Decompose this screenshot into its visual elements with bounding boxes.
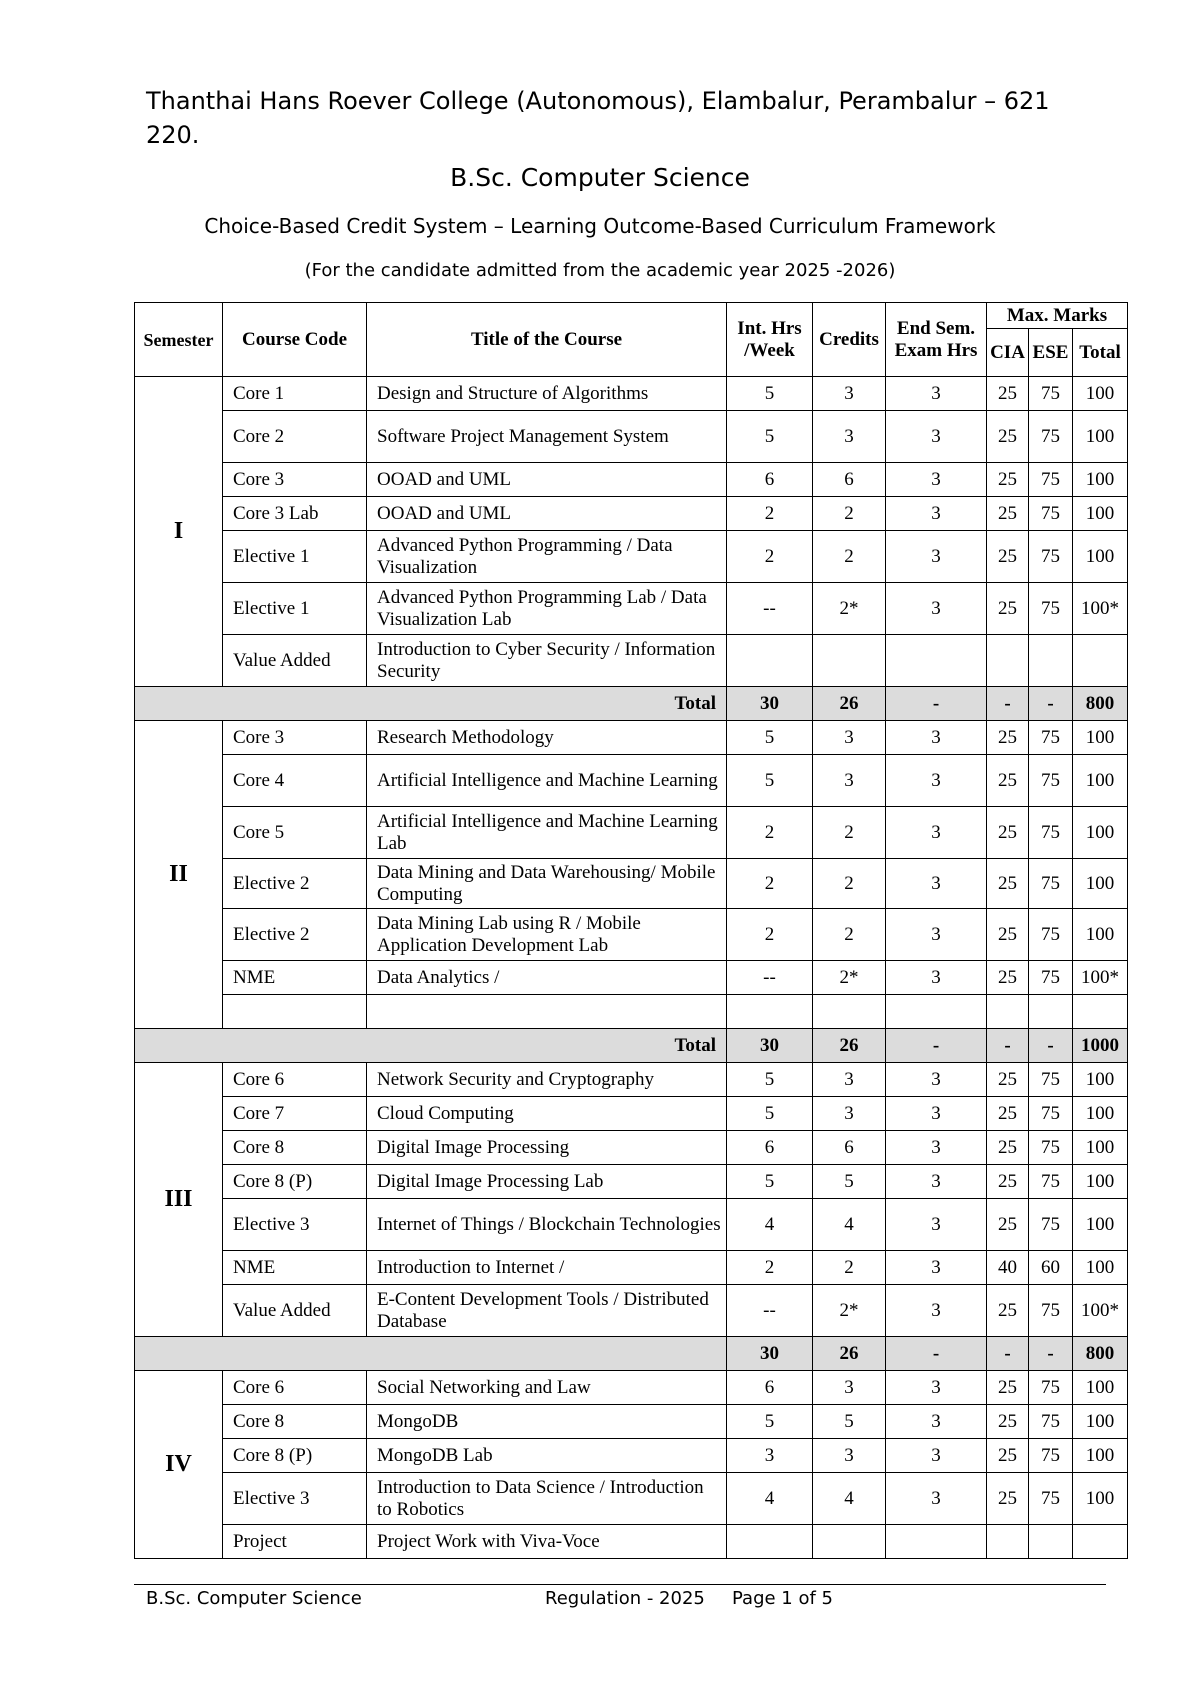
table-row — [135, 1165, 1128, 1199]
total-row — [135, 687, 1128, 721]
course-ese: 75 — [1029, 1285, 1073, 1337]
course-ese: 75 — [1029, 1473, 1073, 1525]
course-cia: 25 — [987, 859, 1029, 909]
course-code: Elective 2 — [223, 859, 367, 909]
course-hrs: 5 — [727, 1063, 813, 1097]
course-hrs: 2 — [727, 859, 813, 909]
course-ese: 75 — [1029, 463, 1073, 497]
course-cia: 25 — [987, 961, 1029, 995]
course-total: 100* — [1073, 961, 1128, 995]
admission-note: (For the candidate admitted from the academic year 2025 -2026) — [304, 260, 896, 281]
course-total: 100 — [1073, 1439, 1128, 1473]
header-max-marks: Max. Marks — [987, 303, 1128, 329]
table-row — [135, 411, 1128, 463]
course-exam: 3 — [886, 377, 987, 411]
total-label — [135, 1337, 727, 1371]
course-credits: 4 — [813, 1473, 886, 1525]
course-cia: 25 — [987, 1371, 1029, 1405]
course-credits: 4 — [813, 1199, 886, 1251]
course-title: MongoDB Lab — [367, 1439, 727, 1473]
course-title: Data Analytics / — [367, 961, 727, 995]
table-row — [135, 1131, 1128, 1165]
course-title: Artificial Intelligence and Machine Learning Lab — [367, 807, 727, 859]
course-code: Core 8 (P) — [223, 1439, 367, 1473]
course-code: NME — [223, 1251, 367, 1285]
course-cia: 25 — [987, 411, 1029, 463]
course-code: Elective 3 — [223, 1199, 367, 1251]
course-cia: 25 — [987, 497, 1029, 531]
course-hrs: 4 — [727, 1199, 813, 1251]
course-total: 100 — [1073, 909, 1128, 961]
course-cia: 40 — [987, 1251, 1029, 1285]
course-cia: 25 — [987, 1405, 1029, 1439]
course-code: Core 3 Lab — [223, 497, 367, 531]
course-code: Core 6 — [223, 1063, 367, 1097]
total-exam: - — [886, 1337, 987, 1371]
table-row — [135, 995, 1128, 1029]
table-row — [135, 755, 1128, 807]
table-row — [135, 1063, 1128, 1097]
course-total: 100* — [1073, 1285, 1128, 1337]
course-credits: 2 — [813, 807, 886, 859]
header-course-code: Course Code — [223, 303, 367, 377]
course-code: Core 5 — [223, 807, 367, 859]
course-ese: 75 — [1029, 755, 1073, 807]
course-hrs — [727, 635, 813, 687]
course-cia: 25 — [987, 1063, 1029, 1097]
footer-divider — [134, 1584, 1106, 1585]
course-ese: 75 — [1029, 909, 1073, 961]
course-code: Core 6 — [223, 1371, 367, 1405]
course-hrs: 2 — [727, 1251, 813, 1285]
course-cia: 25 — [987, 909, 1029, 961]
course-ese — [1029, 995, 1073, 1029]
course-exam: 3 — [886, 909, 987, 961]
course-cia: 25 — [987, 1131, 1029, 1165]
course-exam: 3 — [886, 721, 987, 755]
total-exam: - — [886, 687, 987, 721]
course-total: 100 — [1073, 721, 1128, 755]
course-ese: 75 — [1029, 411, 1073, 463]
header-hours: Int. Hrs /Week — [727, 303, 813, 377]
table-row — [135, 463, 1128, 497]
course-exam: 3 — [886, 859, 987, 909]
table-row — [135, 1405, 1128, 1439]
course-credits: 2 — [813, 531, 886, 583]
course-exam: 3 — [886, 531, 987, 583]
course-exam: 3 — [886, 1199, 987, 1251]
table-row — [135, 807, 1128, 859]
course-cia: 25 — [987, 755, 1029, 807]
course-hrs: -- — [727, 1285, 813, 1337]
course-title: Advanced Python Programming / Data Visualization — [367, 531, 727, 583]
course-exam: 3 — [886, 807, 987, 859]
course-title: Internet of Things / Blockchain Technologies — [367, 1199, 727, 1251]
course-title: Introduction to Internet / — [367, 1251, 727, 1285]
course-title: Project Work with Viva-Voce — [367, 1525, 727, 1559]
course-title: Social Networking and Law — [367, 1371, 727, 1405]
course-code: Elective 2 — [223, 909, 367, 961]
course-cia: 25 — [987, 583, 1029, 635]
course-hrs: 2 — [727, 807, 813, 859]
table-row — [135, 1473, 1128, 1525]
header-course-title: Title of the Course — [367, 303, 727, 377]
total-credits: 26 — [813, 1029, 886, 1063]
course-code: Core 8 — [223, 1405, 367, 1439]
course-code — [223, 995, 367, 1029]
course-total: 100 — [1073, 1405, 1128, 1439]
table-row — [135, 1439, 1128, 1473]
footer-page-number: Page 1 of 5 — [732, 1588, 833, 1609]
header-cia: CIA — [987, 329, 1029, 377]
course-hrs: 5 — [727, 1405, 813, 1439]
course-title: MongoDB — [367, 1405, 727, 1439]
course-code: Project — [223, 1525, 367, 1559]
course-hrs: 6 — [727, 1371, 813, 1405]
course-total: 100 — [1073, 497, 1128, 531]
course-ese: 75 — [1029, 1199, 1073, 1251]
course-ese: 75 — [1029, 583, 1073, 635]
total-hrs: 30 — [727, 1029, 813, 1063]
course-total: 100 — [1073, 1251, 1128, 1285]
semester-label: IV — [135, 1371, 223, 1559]
course-cia: 25 — [987, 1199, 1029, 1251]
course-credits: 3 — [813, 1097, 886, 1131]
course-total: 100 — [1073, 531, 1128, 583]
course-total: 100 — [1073, 1371, 1128, 1405]
table-row — [135, 1097, 1128, 1131]
total-credits: 26 — [813, 1337, 886, 1371]
course-exam: 3 — [886, 463, 987, 497]
course-title: OOAD and UML — [367, 463, 727, 497]
course-hrs — [727, 995, 813, 1029]
course-ese: 75 — [1029, 531, 1073, 583]
table-row — [135, 1371, 1128, 1405]
course-ese: 75 — [1029, 1371, 1073, 1405]
course-ese: 75 — [1029, 377, 1073, 411]
course-credits: 3 — [813, 411, 886, 463]
table-row — [135, 1285, 1128, 1337]
total-cia: - — [987, 1337, 1029, 1371]
table-row — [135, 909, 1128, 961]
total-row — [135, 1337, 1128, 1371]
course-exam: 3 — [886, 755, 987, 807]
course-total: 100 — [1073, 377, 1128, 411]
total-hrs: 30 — [727, 687, 813, 721]
course-code: Core 2 — [223, 411, 367, 463]
course-total — [1073, 635, 1128, 687]
course-ese — [1029, 635, 1073, 687]
course-exam: 3 — [886, 1097, 987, 1131]
course-total: 100 — [1073, 1063, 1128, 1097]
course-total — [1073, 1525, 1128, 1559]
course-hrs: 2 — [727, 531, 813, 583]
course-title: OOAD and UML — [367, 497, 727, 531]
course-hrs: 5 — [727, 411, 813, 463]
course-total: 100 — [1073, 807, 1128, 859]
college-name: Thanthai Hans Roever College (Autonomous), Elambalur, Perambalur – 621 220. — [146, 87, 1050, 149]
course-credits: 3 — [813, 755, 886, 807]
course-exam — [886, 635, 987, 687]
course-credits: 2* — [813, 961, 886, 995]
course-total: 100 — [1073, 755, 1128, 807]
course-title: Digital Image Processing Lab — [367, 1165, 727, 1199]
total-ese: - — [1029, 1337, 1073, 1371]
total-cia: - — [987, 1029, 1029, 1063]
course-ese: 75 — [1029, 961, 1073, 995]
course-title: Introduction to Cyber Security / Information Security — [367, 635, 727, 687]
course-total: 100 — [1073, 1131, 1128, 1165]
course-hrs: 6 — [727, 1131, 813, 1165]
course-hrs — [727, 1525, 813, 1559]
course-hrs: -- — [727, 583, 813, 635]
table-row — [135, 1199, 1128, 1251]
course-title: Network Security and Cryptography — [367, 1063, 727, 1097]
course-credits: 6 — [813, 1131, 886, 1165]
course-total: 100 — [1073, 1473, 1128, 1525]
course-title: Research Methodology — [367, 721, 727, 755]
course-exam: 3 — [886, 1063, 987, 1097]
course-credits: 6 — [813, 463, 886, 497]
course-credits: 2* — [813, 583, 886, 635]
course-total: 100 — [1073, 1165, 1128, 1199]
course-code: Value Added — [223, 635, 367, 687]
course-cia: 25 — [987, 1097, 1029, 1131]
course-cia: 25 — [987, 377, 1029, 411]
curriculum-body — [135, 377, 1128, 1559]
total-row — [135, 1029, 1128, 1063]
total-exam: - — [886, 1029, 987, 1063]
table-row — [135, 583, 1128, 635]
course-cia — [987, 635, 1029, 687]
course-exam — [886, 1525, 987, 1559]
table-row — [135, 1525, 1128, 1559]
total-total: 800 — [1073, 687, 1128, 721]
course-title: Data Mining Lab using R / Mobile Application Development Lab — [367, 909, 727, 961]
course-credits: 3 — [813, 1063, 886, 1097]
course-hrs: 3 — [727, 1439, 813, 1473]
course-exam: 3 — [886, 961, 987, 995]
total-hrs: 30 — [727, 1337, 813, 1371]
course-exam: 3 — [886, 1251, 987, 1285]
course-exam: 3 — [886, 1285, 987, 1337]
total-ese: - — [1029, 1029, 1073, 1063]
course-exam: 3 — [886, 411, 987, 463]
header-exam-hours: End Sem. Exam Hrs — [886, 303, 987, 377]
course-code: Elective 1 — [223, 583, 367, 635]
course-credits: 3 — [813, 1371, 886, 1405]
course-total — [1073, 995, 1128, 1029]
course-hrs: 4 — [727, 1473, 813, 1525]
course-total: 100 — [1073, 1097, 1128, 1131]
course-exam: 3 — [886, 1165, 987, 1199]
course-cia: 25 — [987, 1439, 1029, 1473]
course-title: E-Content Development Tools / Distributed Database — [367, 1285, 727, 1337]
course-hrs: 5 — [727, 755, 813, 807]
semester-label: III — [135, 1063, 223, 1337]
total-label: Total — [135, 687, 727, 721]
course-code: Core 1 — [223, 377, 367, 411]
course-cia: 25 — [987, 463, 1029, 497]
course-code: Value Added — [223, 1285, 367, 1337]
course-cia: 25 — [987, 531, 1029, 583]
course-credits — [813, 635, 886, 687]
course-ese: 75 — [1029, 1131, 1073, 1165]
course-ese: 75 — [1029, 1405, 1073, 1439]
header-semester: Semester — [135, 303, 223, 377]
course-exam — [886, 995, 987, 1029]
course-credits: 2 — [813, 1251, 886, 1285]
header-ese: ESE — [1029, 329, 1073, 377]
course-code: Core 8 (P) — [223, 1165, 367, 1199]
course-credits: 3 — [813, 1439, 886, 1473]
total-ese: - — [1029, 687, 1073, 721]
course-credits: 5 — [813, 1165, 886, 1199]
course-ese — [1029, 1525, 1073, 1559]
course-title: Software Project Management System — [367, 411, 727, 463]
curriculum-table — [134, 302, 1128, 1559]
course-ese: 75 — [1029, 859, 1073, 909]
course-title: Cloud Computing — [367, 1097, 727, 1131]
total-credits: 26 — [813, 687, 886, 721]
course-cia — [987, 1525, 1029, 1559]
course-hrs: 5 — [727, 1097, 813, 1131]
course-ese: 75 — [1029, 807, 1073, 859]
course-exam: 3 — [886, 497, 987, 531]
course-credits — [813, 995, 886, 1029]
course-ese: 75 — [1029, 1439, 1073, 1473]
course-code: Core 7 — [223, 1097, 367, 1131]
course-ese: 75 — [1029, 1165, 1073, 1199]
course-title — [367, 995, 727, 1029]
total-label: Total — [135, 1029, 727, 1063]
course-total: 100 — [1073, 859, 1128, 909]
semester-label: II — [135, 721, 223, 1029]
course-ese: 75 — [1029, 721, 1073, 755]
course-hrs: 2 — [727, 497, 813, 531]
course-exam: 3 — [886, 1371, 987, 1405]
course-credits: 3 — [813, 377, 886, 411]
framework-title: Choice-Based Credit System – Learning Outcome-Based Curriculum Framework — [204, 214, 996, 238]
table-row — [135, 961, 1128, 995]
course-title: Design and Structure of Algorithms — [367, 377, 727, 411]
course-exam: 3 — [886, 1405, 987, 1439]
footer-program: B.Sc. Computer Science — [146, 1588, 362, 1609]
course-code: Core 3 — [223, 721, 367, 755]
header-credits: Credits — [813, 303, 886, 377]
course-cia: 25 — [987, 807, 1029, 859]
course-code: Core 8 — [223, 1131, 367, 1165]
table-row — [135, 497, 1128, 531]
semester-label: I — [135, 377, 223, 687]
course-exam: 3 — [886, 1131, 987, 1165]
course-exam: 3 — [886, 1439, 987, 1473]
course-hrs: 5 — [727, 721, 813, 755]
course-credits: 2* — [813, 1285, 886, 1337]
course-credits: 5 — [813, 1405, 886, 1439]
course-title: Digital Image Processing — [367, 1131, 727, 1165]
course-total: 100 — [1073, 411, 1128, 463]
course-code: Core 3 — [223, 463, 367, 497]
course-exam: 3 — [886, 1473, 987, 1525]
course-total: 100 — [1073, 1199, 1128, 1251]
course-title: Advanced Python Programming Lab / Data Visualization Lab — [367, 583, 727, 635]
course-cia: 25 — [987, 721, 1029, 755]
course-ese: 60 — [1029, 1251, 1073, 1285]
total-cia: - — [987, 687, 1029, 721]
course-title: Artificial Intelligence and Machine Learning — [367, 755, 727, 807]
header-total: Total — [1073, 329, 1128, 377]
table-row — [135, 377, 1128, 411]
course-ese: 75 — [1029, 1063, 1073, 1097]
course-code: Elective 3 — [223, 1473, 367, 1525]
course-title: Introduction to Data Science / Introduction to Robotics — [367, 1473, 727, 1525]
course-exam: 3 — [886, 583, 987, 635]
table-row — [135, 1251, 1128, 1285]
table-row — [135, 635, 1128, 687]
course-total: 100* — [1073, 583, 1128, 635]
course-title: Data Mining and Data Warehousing/ Mobile Computing — [367, 859, 727, 909]
course-code: NME — [223, 961, 367, 995]
course-hrs: -- — [727, 961, 813, 995]
course-hrs: 6 — [727, 463, 813, 497]
course-hrs: 5 — [727, 1165, 813, 1199]
table-row — [135, 721, 1128, 755]
course-credits: 2 — [813, 497, 886, 531]
table-row — [135, 859, 1128, 909]
course-cia: 25 — [987, 1165, 1029, 1199]
program-title: B.Sc. Computer Science — [450, 163, 750, 192]
course-ese: 75 — [1029, 497, 1073, 531]
course-hrs: 2 — [727, 909, 813, 961]
total-total: 800 — [1073, 1337, 1128, 1371]
course-code: Core 4 — [223, 755, 367, 807]
total-total: 1000 — [1073, 1029, 1128, 1063]
footer-regulation: Regulation - 2025 — [545, 1588, 705, 1609]
course-credits: 2 — [813, 859, 886, 909]
course-credits: 3 — [813, 721, 886, 755]
course-ese: 75 — [1029, 1097, 1073, 1131]
course-code: Elective 1 — [223, 531, 367, 583]
course-hrs: 5 — [727, 377, 813, 411]
course-total: 100 — [1073, 463, 1128, 497]
course-credits — [813, 1525, 886, 1559]
course-cia: 25 — [987, 1473, 1029, 1525]
table-row — [135, 531, 1128, 583]
course-cia — [987, 995, 1029, 1029]
course-cia: 25 — [987, 1285, 1029, 1337]
course-credits: 2 — [813, 909, 886, 961]
